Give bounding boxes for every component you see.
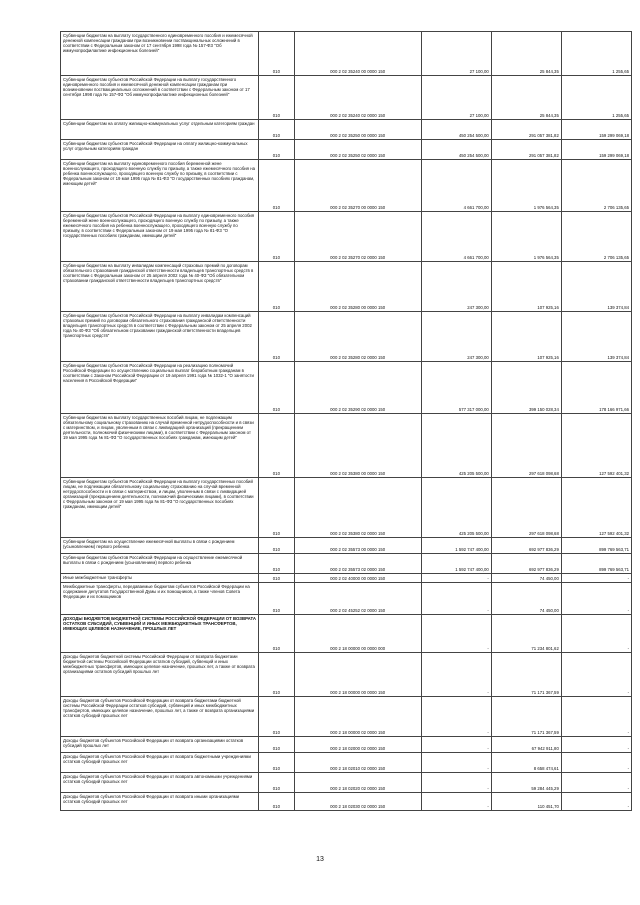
row-description: Субвенции бюджетам субъектов Российской Федерации на выплату инвалидам компенсаций страховых премий по договорам обязательного страхования гражданской ответственности владельцев транспортных средств в соответствии с Федеральным законом от 25 апреля 2002 года № 40-ФЗ "Об обязательном страховании гражданской ответственности владельцев транспортных средств" <box>61 312 259 362</box>
row-description: Субвенции бюджетам субъектов Российской Федерации на выплату единовременного пособия беременной жене военнослужащего, проходящего военную службу по призыву, а также ежемесячного пособия на ребенка военнослужащего, проходящего военную службу по призыву, в соответствии с Федеральным законом от 19 мая 1995 года № 81-ФЗ "О государственных пособиях гражданам, имеющим детей" <box>61 212 259 262</box>
row-budget-classification-code: 000 2 02 40000 00 0000 150 <box>294 574 421 583</box>
row-unexecuted-amount: 2 706 135,65 <box>561 160 631 212</box>
table-row <box>61 793 632 811</box>
row-executed-amount: 1 976 564,35 <box>491 212 561 262</box>
table-row <box>61 160 632 212</box>
row-approved-plan: - <box>421 697 491 737</box>
row-approved-plan: 4 661 700,00 <box>421 160 491 212</box>
row-description: Субвенции бюджетам субъектов Российской Федерации на выплату государственных пособий лицам, не подлежащим обязательному социальному страхованию на случай временной нетрудоспособности и в связи с материнством, и лицам, уволенным в связи с ликвидацией организаций (прекращением деятельности, полномочий физическими лицами), в соответствии с Федеральным законом от 19 мая 1995 года № 81-ФЗ "О государственных пособиях гражданам, имеющим детей" <box>61 478 259 538</box>
row-executed-amount: 25 844,35 <box>491 76 561 120</box>
table-row <box>61 753 632 773</box>
row-description: Субвенции бюджетам на выплату единовременного пособия беременной жене военнослужащего, проходящего военную службу по призыву, а также ежемесячного пособия на ребенка военнослужащего, проходящего военную службу по призыву, в соответствии с Федеральным законом от 19 мая 1995 года № 81-ФЗ "О государственных пособиях гражданам, имеющим детей" <box>61 160 259 212</box>
table-row <box>61 32 632 76</box>
table-row <box>61 312 632 362</box>
row-line-code: 010 <box>259 773 295 793</box>
row-executed-amount: 107 925,16 <box>491 312 561 362</box>
row-approved-plan: 1 592 747 400,00 <box>421 554 491 574</box>
row-budget-classification-code: 000 2 02 35280 02 0000 150 <box>294 312 421 362</box>
row-description: Субвенции бюджетам на выплату государственного единовременного пособия и ежемесячной денежной компенсации гражданам при возникновении поствакцинальных осложнений в соответствии с Федеральным законом от 17 сентября 1998 года № 157-ФЗ "Об иммунопрофилактике инфекционных болезней" <box>61 32 259 76</box>
row-line-code: 010 <box>259 414 295 478</box>
row-unexecuted-amount: 899 769 563,71 <box>561 538 631 554</box>
table-row <box>61 538 632 554</box>
row-unexecuted-amount: 139 374,84 <box>561 312 631 362</box>
table-row <box>61 737 632 753</box>
row-unexecuted-amount: 159 299 069,18 <box>561 140 631 160</box>
row-description: Субвенции бюджетам на осуществление ежемесячной выплаты в связи с рождением (усыновлением) первого ребенка <box>61 538 259 554</box>
row-unexecuted-amount: 159 299 069,18 <box>561 120 631 140</box>
row-executed-amount: 8 658 474,61 <box>491 753 561 773</box>
row-budget-classification-code: 000 2 02 35240 00 0000 150 <box>294 32 421 76</box>
row-executed-amount: 71 171 367,59 <box>491 653 561 697</box>
row-unexecuted-amount: - <box>561 653 631 697</box>
row-description: Субвенции бюджетам субъектов Российской Федерации на осуществление ежемесячной выплаты в связи с рождением (усыновлением) первого ребенка <box>61 554 259 574</box>
row-budget-classification-code: 000 2 18 00000 00 0000 150 <box>294 653 421 697</box>
row-unexecuted-amount: 178 166 971,66 <box>561 362 631 414</box>
row-approved-plan: 27 100,00 <box>421 32 491 76</box>
row-line-code: 010 <box>259 212 295 262</box>
row-budget-classification-code: 000 2 18 02020 02 0000 150 <box>294 773 421 793</box>
row-approved-plan: - <box>421 653 491 697</box>
table-row <box>61 554 632 574</box>
row-line-code: 010 <box>259 653 295 697</box>
table-row <box>61 615 632 653</box>
row-line-code: 010 <box>259 615 295 653</box>
row-line-code: 010 <box>259 262 295 312</box>
row-executed-amount: 291 057 381,82 <box>491 120 561 140</box>
table-row <box>61 653 632 697</box>
row-budget-classification-code: 000 2 02 35270 00 0000 150 <box>294 160 421 212</box>
row-executed-amount: 74 450,00 <box>491 574 561 583</box>
row-executed-amount: 399 150 028,34 <box>491 362 561 414</box>
table-row <box>61 120 632 140</box>
row-unexecuted-amount: - <box>561 574 631 583</box>
row-approved-plan: - <box>421 583 491 615</box>
row-line-code: 010 <box>259 583 295 615</box>
row-unexecuted-amount: - <box>561 737 631 753</box>
row-executed-amount: 67 942 911,80 <box>491 737 561 753</box>
table-row <box>61 574 632 583</box>
row-budget-classification-code: 000 2 18 02030 02 0000 150 <box>294 793 421 811</box>
row-approved-plan: 247 300,00 <box>421 312 491 362</box>
table-row <box>61 478 632 538</box>
row-budget-classification-code: 000 2 18 00000 00 0000 000 <box>294 615 421 653</box>
row-approved-plan: - <box>421 773 491 793</box>
row-approved-plan: 425 205 500,00 <box>421 478 491 538</box>
row-executed-amount: 1 976 564,35 <box>491 160 561 212</box>
row-description: Иные межбюджетные трансферты <box>61 574 259 583</box>
row-budget-classification-code: 000 2 02 35290 02 0000 150 <box>294 362 421 414</box>
row-approved-plan: 27 100,00 <box>421 76 491 120</box>
table-row <box>61 583 632 615</box>
row-line-code: 010 <box>259 737 295 753</box>
row-unexecuted-amount: - <box>561 793 631 811</box>
row-line-code: 010 <box>259 574 295 583</box>
row-budget-classification-code: 000 2 02 35250 00 0000 150 <box>294 120 421 140</box>
row-executed-amount: 291 057 381,82 <box>491 140 561 160</box>
row-budget-classification-code: 000 2 02 45252 02 0000 150 <box>294 583 421 615</box>
row-description: Субвенции бюджетам на оплату жилищно-коммунальных услуг отдельным категориям граждан <box>61 120 259 140</box>
row-line-code: 010 <box>259 140 295 160</box>
row-description: Субвенции бюджетам на выплату инвалидам компенсаций страховых премий по договорам обязательного страхования гражданской ответственности владельцев транспортных средств в соответствии с Федеральным законом от 25 апреля 2002 года № 40-ФЗ "Об обязательном страховании гражданской ответственности владельцев транспортных средств" <box>61 262 259 312</box>
row-approved-plan: 4 661 700,00 <box>421 212 491 262</box>
row-budget-classification-code: 000 2 02 35270 02 0000 150 <box>294 212 421 262</box>
row-description: Доходы бюджетов субъектов Российской Федерации от возврата организациями остатков субсидий прошлых лет <box>61 737 259 753</box>
row-unexecuted-amount: 1 255,65 <box>561 76 631 120</box>
row-line-code: 010 <box>259 312 295 362</box>
row-description: Доходы бюджетов субъектов Российской Федерации от возврата иными организациями остатков субсидий прошлых лет <box>61 793 259 811</box>
row-line-code: 010 <box>259 160 295 212</box>
row-budget-classification-code: 000 2 02 35380 00 0000 150 <box>294 414 421 478</box>
page-number: 13 <box>316 856 324 863</box>
row-approved-plan: - <box>421 737 491 753</box>
row-unexecuted-amount: 899 769 563,71 <box>561 554 631 574</box>
table-row <box>61 76 632 120</box>
row-unexecuted-amount: - <box>561 697 631 737</box>
row-unexecuted-amount: - <box>561 753 631 773</box>
row-budget-classification-code: 000 2 18 02010 02 0000 150 <box>294 753 421 773</box>
table-row <box>61 262 632 312</box>
row-unexecuted-amount: - <box>561 583 631 615</box>
table-row <box>61 212 632 262</box>
row-executed-amount: 297 618 098,68 <box>491 414 561 478</box>
row-budget-classification-code: 000 2 18 02000 02 0000 150 <box>294 737 421 753</box>
row-budget-classification-code: 000 2 02 35573 02 0000 150 <box>294 554 421 574</box>
row-budget-classification-code: 000 2 02 35280 00 0000 150 <box>294 262 421 312</box>
row-approved-plan: - <box>421 793 491 811</box>
row-description: Субвенции бюджетам субъектов Российской Федерации на реализацию полномочий Российской Федерации по осуществлению социальных выплат безработным гражданам в соответствии с Законом Российской Федерации от 19 апреля 1991 года № 1032-1 "О занятости населения в Российской Федерации" <box>61 362 259 414</box>
row-executed-amount: 71 171 367,59 <box>491 697 561 737</box>
row-description: Субвенции бюджетам на выплату государственных пособий лицам, не подлежащим обязательному социальному страхованию на случай временной нетрудоспособности и в связи с материнством, и лицам, уволенным в связи с ликвидацией организаций (прекращением деятельности, полномочий физическими лицами), в соответствии с Федеральным законом от 19 мая 1995 года № 81-ФЗ "О государственных пособиях гражданам, имеющим детей" <box>61 414 259 478</box>
row-unexecuted-amount: 139 374,84 <box>561 262 631 312</box>
row-approved-plan: 450 254 500,00 <box>421 120 491 140</box>
row-budget-classification-code: 000 2 02 35380 02 0000 150 <box>294 478 421 538</box>
row-executed-amount: 692 977 836,29 <box>491 554 561 574</box>
row-description: Субвенции бюджетам субъектов Российской Федерации на оплату жилищно-коммунальных услуг отдельным категориям граждан <box>61 140 259 160</box>
table-row <box>61 773 632 793</box>
row-approved-plan: - <box>421 574 491 583</box>
row-line-code: 010 <box>259 753 295 773</box>
row-unexecuted-amount: 1 255,65 <box>561 32 631 76</box>
row-executed-amount: 74 450,00 <box>491 583 561 615</box>
row-budget-classification-code: 000 2 02 35573 00 0000 150 <box>294 538 421 554</box>
row-line-code: 010 <box>259 32 295 76</box>
row-budget-classification-code: 000 2 02 35240 02 0000 150 <box>294 76 421 120</box>
row-executed-amount: 107 925,16 <box>491 262 561 312</box>
row-description: Доходы бюджетов субъектов Российской Федерации от возврата автономными учреждениями остатков субсидий прошлых лет <box>61 773 259 793</box>
row-unexecuted-amount: - <box>561 773 631 793</box>
table-row <box>61 362 632 414</box>
row-line-code: 010 <box>259 538 295 554</box>
row-budget-classification-code: 000 2 02 35250 02 0000 150 <box>294 140 421 160</box>
row-line-code: 010 <box>259 478 295 538</box>
row-unexecuted-amount: 127 592 401,32 <box>561 414 631 478</box>
table-row <box>61 140 632 160</box>
row-executed-amount: 692 977 836,29 <box>491 538 561 554</box>
row-line-code: 010 <box>259 554 295 574</box>
income-report-table <box>60 31 632 811</box>
row-approved-plan: 425 205 500,00 <box>421 414 491 478</box>
row-description: Доходы бюджетов субъектов Российской Федерации от возврата бюджетами бюджетной системы Российской Федерации остатков субсидий, субвенций и иных межбюджетных трансфертов, имеющих целевое назначение, прошлых лет, а также от возврата организациями остатков субсидий прошлых лет <box>61 697 259 737</box>
row-line-code: 010 <box>259 362 295 414</box>
row-line-code: 010 <box>259 120 295 140</box>
row-executed-amount: 297 618 098,68 <box>491 478 561 538</box>
row-approved-plan: - <box>421 753 491 773</box>
row-description: ДОХОДЫ БЮДЖЕТОВ БЮДЖЕТНОЙ СИСТЕМЫ РОССИЙСКОЙ ФЕДЕРАЦИИ ОТ ВОЗВРАТА ОСТАТКОВ СУБСИДИЙ, СУБВЕНЦИЙ И ИНЫХ МЕЖБЮДЖЕТНЫХ ТРАНСФЕРТОВ, ИМЕЮЩИХ ЦЕЛЕВОЕ НАЗНАЧЕНИЕ, ПРОШЛЫХ ЛЕТ <box>61 615 259 653</box>
row-description: Межбюджетные трансферты, передаваемые бюджетам субъектов Российской Федерации на содержание депутатов Государственной Думы и их помощников, а также членов Совета Федерации и их помощников <box>61 583 259 615</box>
row-line-code: 010 <box>259 793 295 811</box>
row-executed-amount: 71 234 801,62 <box>491 615 561 653</box>
row-approved-plan: 450 254 500,00 <box>421 140 491 160</box>
row-executed-amount: 110 451,70 <box>491 793 561 811</box>
row-budget-classification-code: 000 2 18 00000 02 0000 150 <box>294 697 421 737</box>
table-row <box>61 697 632 737</box>
row-unexecuted-amount: - <box>561 615 631 653</box>
row-description: Доходы бюджетов бюджетной системы Российской Федерации от возврата бюджетами бюджетной системы Российской Федерации остатков субсидий, субвенций и иных межбюджетных трансфертов, имеющих целевое назначение, прошлых лет, а также от возврата организациями остатков субсидий прошлых лет <box>61 653 259 697</box>
row-approved-plan: - <box>421 615 491 653</box>
row-approved-plan: 247 300,00 <box>421 262 491 312</box>
row-approved-plan: 1 592 747 400,00 <box>421 538 491 554</box>
row-unexecuted-amount: 2 706 135,65 <box>561 212 631 262</box>
row-line-code: 010 <box>259 76 295 120</box>
row-description: Субвенции бюджетам субъектов Российской Федерации на выплату государственного единовременного пособия и ежемесячной денежной компенсации гражданам при возникновении поствакцинальных осложнений в соответствии с Федеральным законом от 17 сентября 1998 года № 157-ФЗ "Об иммунопрофилактике инфекционных болезней" <box>61 76 259 120</box>
row-executed-amount: 59 284 445,29 <box>491 773 561 793</box>
row-description: Доходы бюджетов субъектов Российской Федерации от возврата бюджетными учреждениями остатков субсидий прошлых лет <box>61 753 259 773</box>
row-approved-plan: 577 317 000,00 <box>421 362 491 414</box>
table-row <box>61 414 632 478</box>
row-line-code: 010 <box>259 697 295 737</box>
row-unexecuted-amount: 127 592 401,32 <box>561 478 631 538</box>
row-executed-amount: 25 844,35 <box>491 32 561 76</box>
